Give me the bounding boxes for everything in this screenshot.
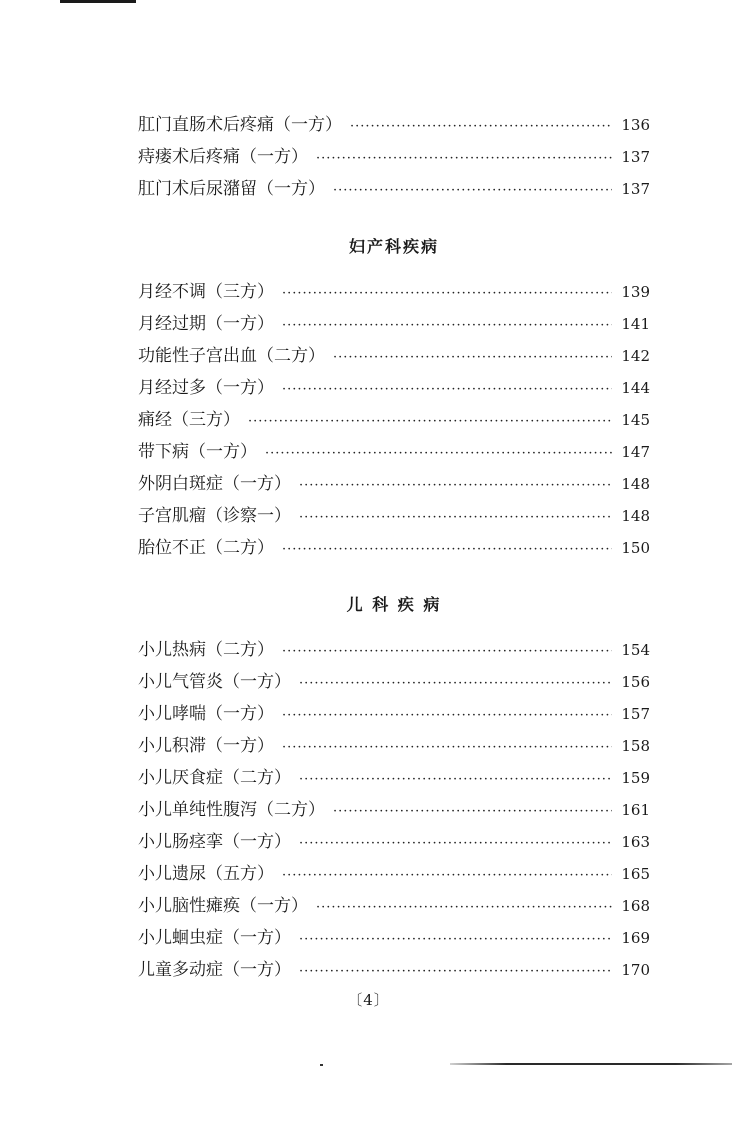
dot-leader [282, 374, 612, 406]
table-of-contents [138, 109, 650, 986]
toc-entry-page: 144 [621, 379, 650, 397]
toc-entry[interactable] [138, 372, 650, 404]
toc-entry[interactable] [138, 922, 650, 954]
toc-entry-page: 161 [621, 801, 650, 819]
toc-entry[interactable] [138, 141, 650, 173]
toc-group-anorectal [138, 109, 650, 205]
toc-entry-page: 145 [621, 411, 650, 429]
dot-leader [248, 406, 612, 438]
toc-entry[interactable] [138, 404, 650, 436]
toc-group-gynecology [138, 276, 650, 564]
toc-group-pediatrics [138, 634, 650, 986]
toc-entry-title: 小儿肠痉挛（一方） [138, 832, 291, 852]
toc-entry-title: 肛门直肠术后疼痛（一方） [138, 115, 342, 135]
toc-entry-title: 月经过多（一方） [138, 378, 274, 398]
dot-leader [333, 175, 612, 207]
toc-entry[interactable] [138, 532, 650, 564]
toc-entry-title: 外阴白斑症（一方） [138, 474, 291, 494]
toc-entry-title: 小儿厌食症（二方） [138, 768, 291, 788]
toc-entry-page: 148 [621, 475, 650, 493]
toc-entry-page: 158 [621, 737, 650, 755]
dot-leader [282, 700, 612, 732]
toc-entry-page: 141 [621, 315, 650, 333]
toc-entry-page: 163 [621, 833, 650, 851]
toc-entry-page: 142 [621, 347, 650, 365]
toc-entry-title: 胎位不正（二方） [138, 538, 274, 558]
dot-leader [282, 732, 612, 764]
toc-entry[interactable] [138, 340, 650, 372]
toc-entry-page: 137 [621, 148, 650, 166]
toc-entry[interactable] [138, 954, 650, 986]
toc-entry-page: 159 [621, 769, 650, 787]
toc-entry[interactable] [138, 634, 650, 666]
toc-entry[interactable] [138, 730, 650, 762]
toc-entry[interactable] [138, 826, 650, 858]
toc-entry-title: 小儿积滞（一方） [138, 736, 274, 756]
toc-entry[interactable] [138, 858, 650, 890]
dot-leader [282, 860, 612, 892]
dot-leader [299, 764, 612, 796]
dot-leader [299, 924, 612, 956]
dot-leader [299, 502, 612, 534]
toc-entry[interactable] [138, 468, 650, 500]
toc-entry-title: 子宫肌瘤（诊察一） [138, 506, 291, 526]
toc-entry-page: 139 [621, 283, 650, 301]
dot-leader [265, 438, 612, 470]
dot-leader [350, 111, 612, 143]
toc-entry-page: 156 [621, 673, 650, 691]
toc-entry[interactable] [138, 173, 650, 205]
toc-entry-title: 儿童多动症（一方） [138, 960, 291, 980]
dot-leader [282, 310, 612, 342]
toc-entry-title: 小儿脑性瘫痪（一方） [138, 896, 308, 916]
dot-leader [299, 956, 612, 988]
toc-entry[interactable] [138, 276, 650, 308]
toc-entry-title: 痔瘘术后疼痛（一方） [138, 147, 308, 167]
dot-leader [282, 534, 612, 566]
scan-artifact-line [450, 1063, 732, 1065]
toc-entry[interactable] [138, 308, 650, 340]
toc-entry[interactable] [138, 762, 650, 794]
toc-entry-title: 小儿单纯性腹泻（二方） [138, 800, 325, 820]
toc-entry-title: 月经过期（一方） [138, 314, 274, 334]
toc-entry[interactable] [138, 794, 650, 826]
toc-entry-title: 小儿气管炎（一方） [138, 672, 291, 692]
toc-entry-title: 小儿蛔虫症（一方） [138, 928, 291, 948]
toc-entry-page: 137 [621, 180, 650, 198]
dot-leader [299, 470, 612, 502]
toc-entry-page: 150 [621, 539, 650, 557]
toc-entry-page: 148 [621, 507, 650, 525]
toc-entry[interactable] [138, 109, 650, 141]
section-heading-pediatrics: 儿 科 疾 病 [346, 595, 442, 614]
scan-artifact [320, 1064, 323, 1066]
toc-entry-title: 小儿遗尿（五方） [138, 864, 274, 884]
toc-entry-page: 157 [621, 705, 650, 723]
dot-leader [316, 892, 612, 924]
toc-entry-title: 功能性子宫出血（二方） [138, 346, 325, 366]
dot-leader [299, 668, 612, 700]
toc-entry-page: 169 [621, 929, 650, 947]
toc-entry-title: 小儿热病（二方） [138, 640, 274, 660]
dot-leader [282, 278, 612, 310]
toc-entry[interactable] [138, 436, 650, 468]
dot-leader [316, 143, 612, 175]
page-number: 〔4〕 [347, 991, 390, 1009]
toc-entry-page: 136 [621, 116, 650, 134]
toc-entry-page: 154 [621, 641, 650, 659]
toc-entry-page: 165 [621, 865, 650, 883]
section-heading-gynecology: 妇产科疾病 [348, 237, 439, 256]
toc-entry-title: 月经不调（三方） [138, 282, 274, 302]
toc-entry-page: 168 [621, 897, 650, 915]
top-rule [60, 0, 136, 3]
toc-entry-page: 170 [621, 961, 650, 979]
toc-entry-page: 147 [621, 443, 650, 461]
toc-entry-title: 痛经（三方） [138, 410, 240, 430]
dot-leader [333, 796, 612, 828]
dot-leader [282, 636, 612, 668]
toc-entry-title: 带下病（一方） [138, 442, 257, 462]
toc-entry-title: 肛门术后尿潴留（一方） [138, 179, 325, 199]
toc-entry[interactable] [138, 890, 650, 922]
toc-entry-title: 小儿哮喘（一方） [138, 704, 274, 724]
toc-entry[interactable] [138, 500, 650, 532]
toc-entry[interactable] [138, 666, 650, 698]
dot-leader [299, 828, 612, 860]
dot-leader [333, 342, 612, 374]
toc-entry[interactable] [138, 698, 650, 730]
